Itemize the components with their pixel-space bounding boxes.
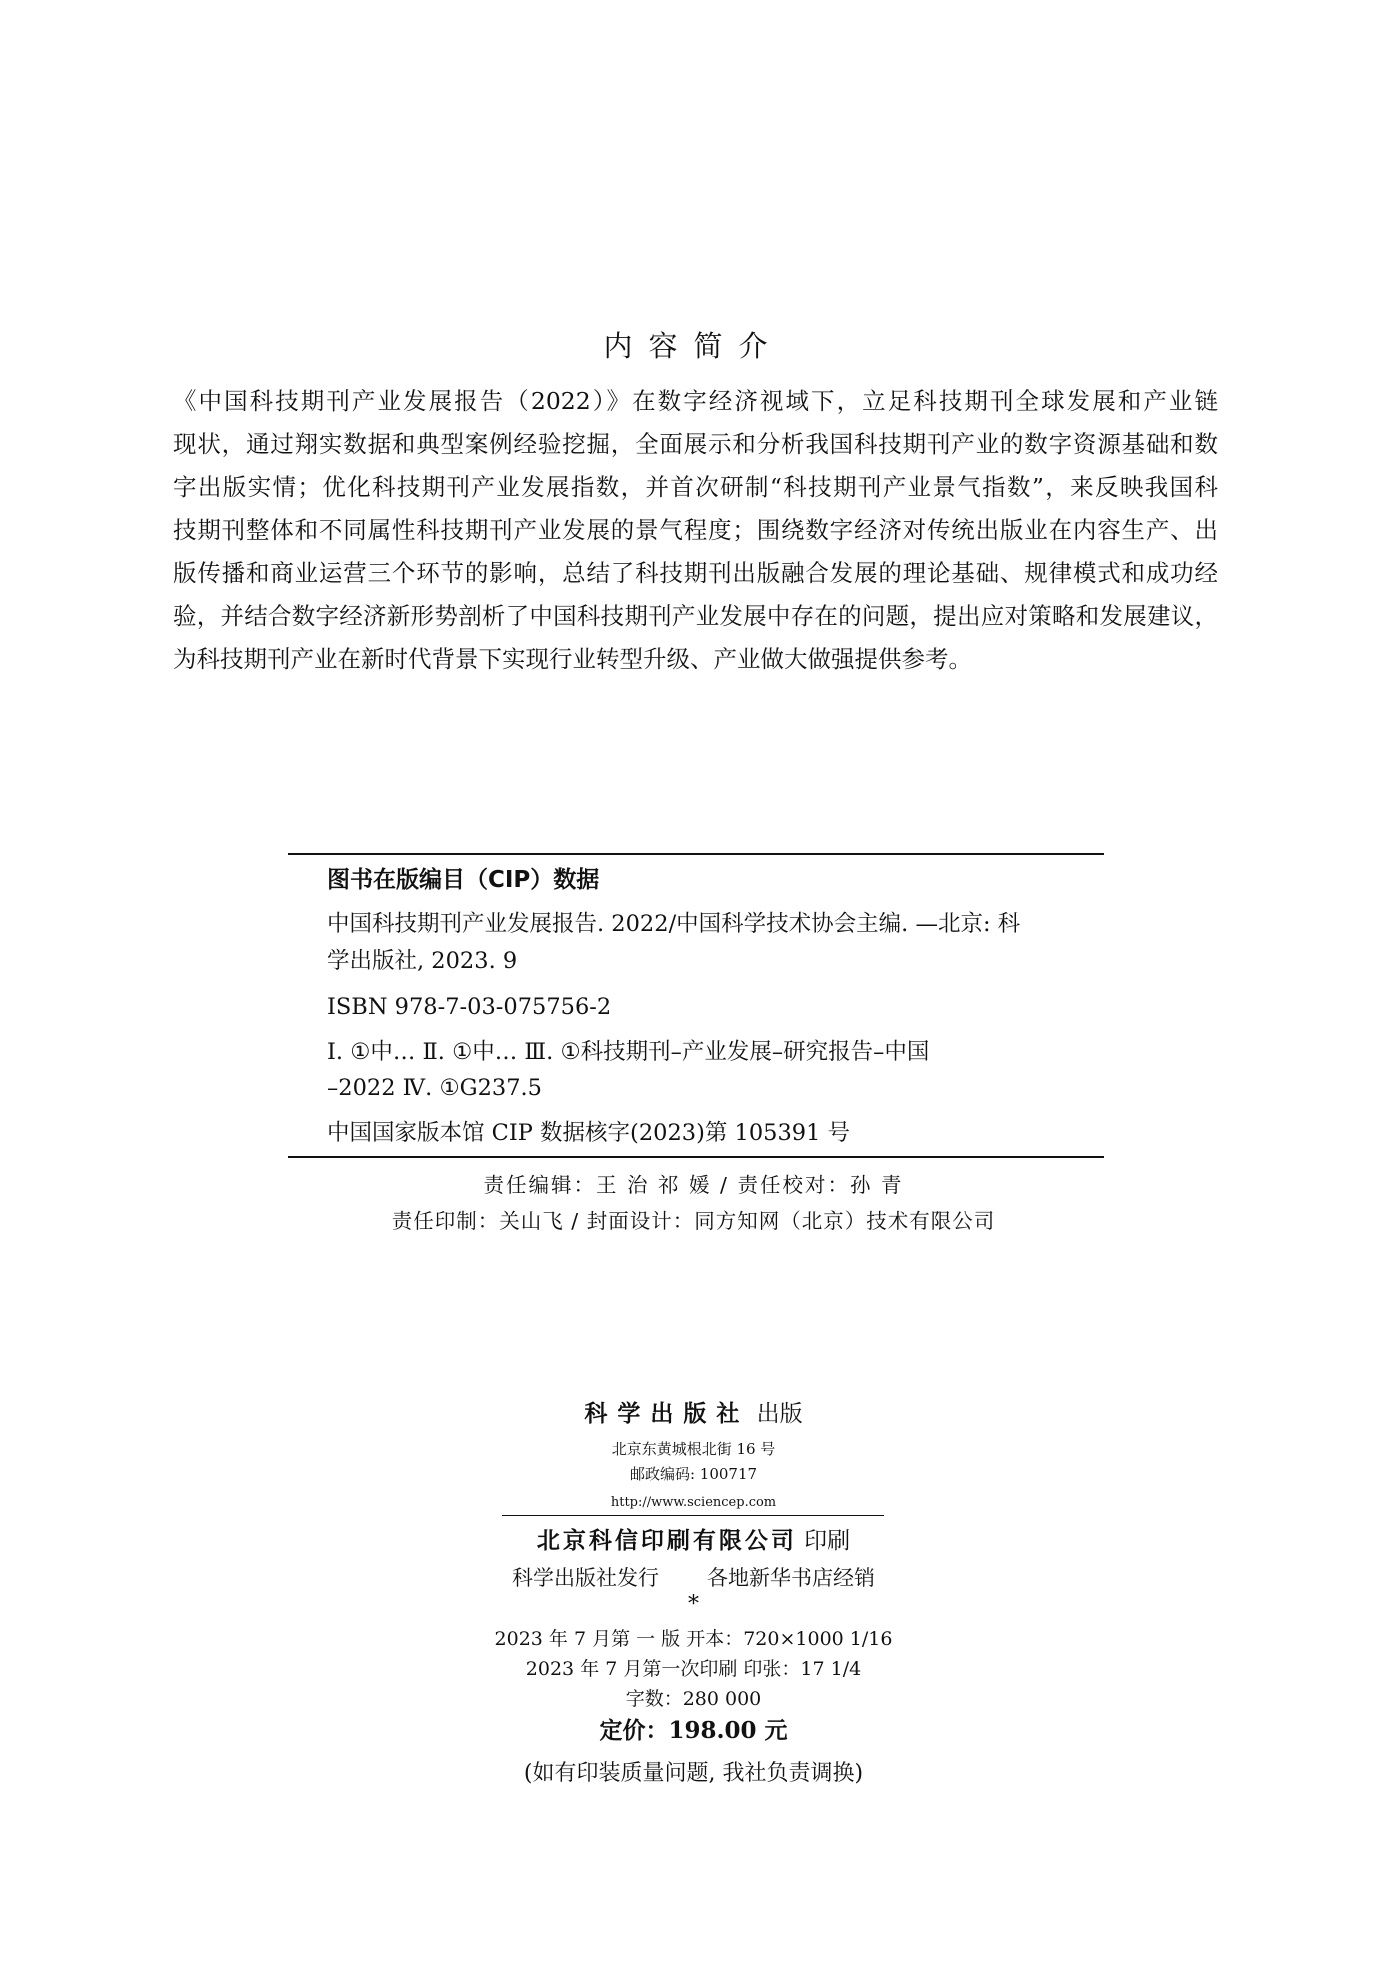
retailer: 各地新华书店经销: [707, 1566, 875, 1590]
cip-bottom-rule: [288, 1156, 1104, 1158]
publisher-url: http://www.sciencep.com: [610, 1495, 777, 1510]
cip-record-number: 中国国家版本馆 CIP 数据核字(2023)第 105391 号: [327, 1120, 851, 1146]
production-credit: 责任印制：关山飞 / 封面设计：同方知网（北京）技术有限公司: [391, 1209, 996, 1233]
cip-isbn: ISBN 978-7-03-075756-2: [327, 994, 612, 1020]
price: 定价：198.00 元: [599, 1717, 788, 1744]
printer-suffix: 印刷: [804, 1528, 851, 1554]
distribution-line: [0, 1563, 1387, 1593]
cip-classification: Ⅰ. ①中… Ⅱ. ①中… Ⅲ. ①科技期刊–产业发展–研究报告–中国: [327, 1039, 930, 1065]
cip-classification-cont: –2022 Ⅳ. ①G237.5: [327, 1075, 543, 1101]
distributor: 科学出版社发行: [512, 1566, 659, 1590]
publisher-logo-text: 科学出版社: [584, 1400, 750, 1427]
separator-star: *: [688, 1592, 699, 1617]
intro-line: 现状，通过翔实数据和典型案例经验挖掘，全面展示和分析我国科技期刊产业的数字资源基础和数: [173, 430, 1218, 458]
cip-top-rule: [288, 853, 1104, 855]
printer-name: 北京科信印刷有限公司: [536, 1527, 797, 1554]
editors-credit: 责任编辑：王 治 祁 媛 / 责任校对：孙 青: [483, 1173, 904, 1197]
publisher-line: [0, 1398, 1387, 1430]
intro-line: 版传播和商业运营三个环节的影响，总结了科技期刊出版融合发展的理论基础、规律模式和成功经: [173, 559, 1218, 587]
imprint-rule: [502, 1515, 884, 1516]
edition-info: 2023 年 7 月第 一 版 开本：720×1000 1/16: [494, 1628, 893, 1650]
intro-line: 为科技期刊产业在新时代背景下实现行业转型升级、产业做大做强提供参考。: [173, 645, 972, 673]
printer-line: [0, 1525, 1387, 1557]
publisher-zip: 邮政编码: 100717: [629, 1465, 758, 1483]
cip-title-line-cont: 学出版社, 2023. 9: [327, 948, 518, 974]
intro-line: 《中国科技期刊产业发展报告（2022）》在数字经济视域下，立足科技期刊全球发展和产业链: [173, 387, 1218, 415]
cip-title-line: 中国科技期刊产业发展报告. 2022/中国科学技术协会主编. —北京: 科: [327, 911, 1021, 937]
quality-notice: (如有印装质量问题, 我社负责调换): [523, 1761, 864, 1786]
intro-line: 验，并结合数字经济新形势剖析了中国科技期刊产业发展中存在的问题，提出应对策略和发展建议，: [173, 602, 1218, 630]
intro-body: [173, 380, 1218, 681]
intro-title: 内容简介: [603, 329, 784, 363]
publisher-address: 北京东黄城根北街 16 号: [611, 1440, 776, 1458]
intro-line: 字出版实情；优化科技期刊产业发展指数，并首次研制“科技期刊产业景气指数”，来反映我国科: [173, 473, 1218, 501]
cip-heading: 图书在版编目（CIP）数据: [327, 867, 600, 893]
word-count: 字数：280 000: [625, 1688, 762, 1710]
intro-line: 技期刊整体和不同属性科技期刊产业发展的景气程度；围绕数字经济对传统出版业在内容生产、出: [173, 516, 1218, 544]
printing-info: 2023 年 7 月第一次印刷 印张：17 1/4: [525, 1658, 862, 1680]
publisher-suffix: 出版: [756, 1401, 803, 1427]
